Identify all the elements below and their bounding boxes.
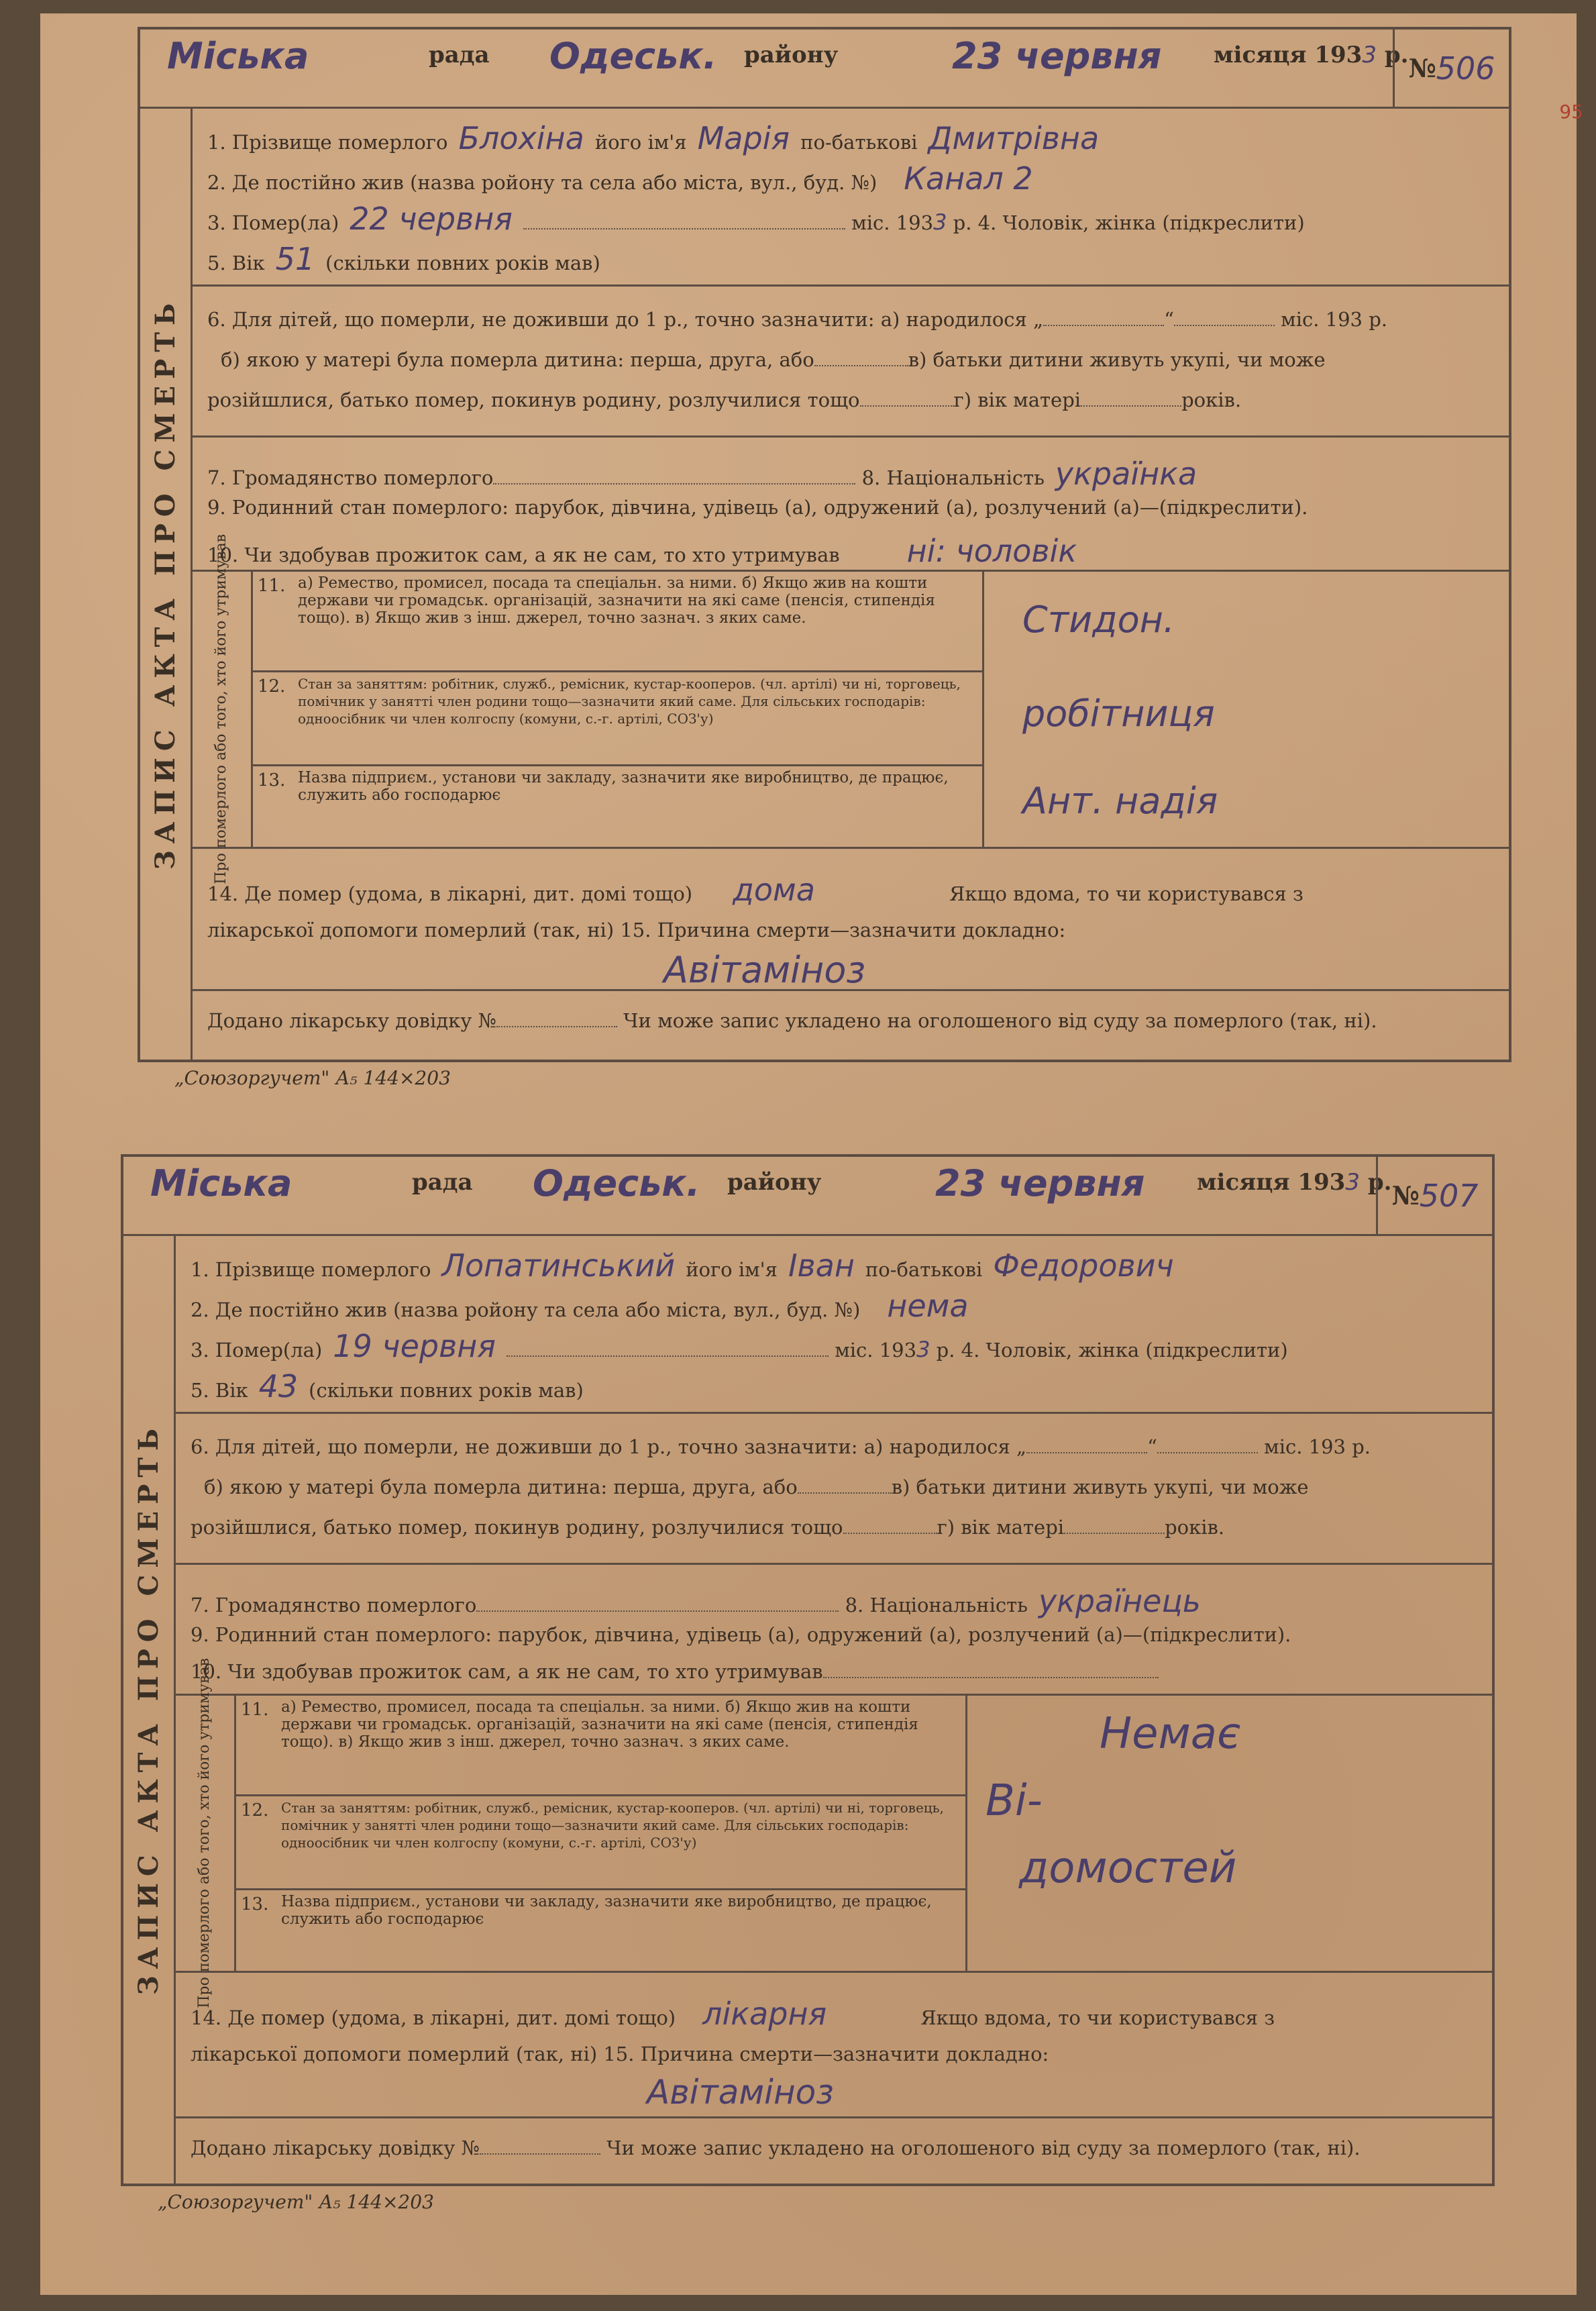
- form-1-footer: „Союзоргучет" А₅ 144×203: [174, 1067, 451, 1089]
- occupation-vertical-label: Про померлого або того, хто його утримував: [174, 1696, 236, 1971]
- form-header: [140, 30, 1509, 109]
- line-1-name: 1. Прізвище померлого Лопатинський його ім'я Іван по-батькові Федорович: [191, 1247, 1174, 1284]
- answer-11: Немає: [1100, 1709, 1241, 1759]
- death-record-form-1: [138, 27, 1511, 1062]
- rada-label: рада: [429, 42, 490, 68]
- row-11: 11. а) Ремество, промисел, посада та спеціальн. за ними. б) Якщо жив на кошти держави чи громадськ. організацій, зазначити на які саме (пенсія, стипендія тощо). в) Якщо жив з інш. джерел, точно зазнач. з яких саме.: [234, 1696, 965, 1796]
- line-6c: розійшлися, батько помер, покинув родину, розлучилися тощо г) вік матері років.: [207, 389, 1242, 411]
- line-3-death-date: 3. Помер(ла) 22 червня міс. 1933 р. 4. Чоловік, жінка (підкреслити): [207, 201, 1305, 237]
- line-14-place: 14. Де помер (удома, в лікарні, дит. домі тощо) лікарня Якщо вдома, то чи користувався з: [191, 1996, 1275, 2032]
- month-label: місяця 1933 р.: [1197, 1169, 1392, 1196]
- line-6a: 6. Для дітей, що померли, не доживши до 1 р., точно зазначити: а) народилося „ “ міс. 193 р.: [207, 308, 1388, 331]
- line-2-address: 2. Де постійно жив (назва ройону та села або міста, вул., буд. №) Канал 2: [207, 160, 1033, 197]
- cause-handwritten-line: Авітаміноз: [647, 2073, 834, 2112]
- row-12: 12. Стан за заняттям: робітник, служб., ремісник, кустар-кооперов. (чл. артілі) чи ні, торговець, помічник у занятті член родини тощо—зазначити який саме. Для сільських господарів: одноосібник чи член колгоспу (комуни, с.-г. артілі, СОЗ'у): [234, 1796, 965, 1890]
- record-number-box: № 507: [1376, 1157, 1492, 1234]
- death-record-form-2: [121, 1154, 1495, 2186]
- line-14-place: 14. Де помер (удома, в лікарні, дит. домі тощо) дома Якщо вдома, то чи користувався з: [207, 872, 1304, 908]
- line-5-age: 5. Вік 51 (скільки повних років мав): [207, 241, 600, 277]
- line-3-death-date: 3. Помер(ла) 19 червня міс. 1933 р. 4. Чоловік, жінка (підкреслити): [191, 1328, 1288, 1364]
- side-title: ЗАПИС АКТА ПРО СМЕРТЬ: [140, 107, 193, 1060]
- line-6a: 6. Для дітей, що померли, не доживши до 1 р., точно зазначити: а) народилося „ “ міс. 193 р.: [191, 1435, 1371, 1458]
- raionu-label: району: [727, 1169, 822, 1196]
- answer-12: робітниця: [1022, 692, 1215, 735]
- form-2-footer: „Союзоргучет" А₅ 144×203: [158, 2191, 434, 2213]
- line-5-age: 5. Вік 43 (скільки повних років мав): [191, 1368, 584, 1404]
- month-label: місяця 1933 р.: [1214, 42, 1409, 68]
- cause-handwritten-line: Авітаміноз: [663, 949, 866, 991]
- row-12: 12. Стан за заняттям: робітник, служб., ремісник, кустар-кооперов. (чл. артілі) чи ні, торговець, помічник у занятті член родини тощо—зазначити який саме. Для сільських господарів: одноосібник чи член колгоспу (комуни, с.-г. артілі, СОЗ'у): [251, 672, 982, 766]
- district-handwritten: Одеськ.: [549, 35, 717, 77]
- line-10-support: 10. Чи здобував прожиток сам, а як не сам, то хто утримував ні: чоловік: [207, 533, 1077, 569]
- answer-13: домостей: [1019, 1843, 1237, 1893]
- line-10-support: 10. Чи здобував прожиток сам, а як не сам, то хто утримував: [191, 1660, 1479, 1683]
- form-header: [123, 1157, 1492, 1236]
- line-6b: б) якою у матері була померла дитина: перша, друга, або в) батьки дитини живуть укупі, чи може: [204, 1476, 1309, 1498]
- row-11: 11. а) Ремество, промисел, посада та спеціальн. за ними. б) Якщо жив на кошти держави чи громадськ. організацій, зазначити на які саме (пенсія, стипендія тощо). в) Якщо жив з інш. джерел, точно зазнач. з яких саме.: [251, 572, 982, 672]
- answer-13: Ант. надія: [1022, 780, 1218, 822]
- occupation-answers: [965, 1694, 1492, 1973]
- row-13: 13. Назва підприєм., установи чи закладу, зазначити яке виробництво, де працює, служить або господарює: [258, 769, 949, 804]
- margin-page-number: 95: [1559, 101, 1583, 123]
- line-1-name: 1. Прізвище померлого Блохіна його ім'я Марія по-батькові Дмитрівна: [207, 120, 1100, 156]
- line-16-certificate: Додано лікарську довідку № Чи може запис укладено на оголошеного від суду за померлого (так, ні).: [191, 2137, 1361, 2159]
- rada-label: рада: [412, 1169, 473, 1196]
- date-handwritten: 23 червня: [935, 1162, 1145, 1204]
- line-9-marital: 9. Родинний стан померлого: парубок, дівчина, удівець (а), одружений (а), розлучений (а)—(підкреслити).: [207, 496, 1308, 519]
- occupation-answers: [982, 570, 1509, 849]
- occupation-vertical-label: Про померлого або того, хто його утримував: [191, 572, 253, 847]
- row-13: 13. Назва підприєм., установи чи закладу, зазначити яке виробництво, де працює, служить або господарює: [241, 1893, 932, 1928]
- council-handwritten: Міська: [167, 35, 309, 77]
- record-number-box: № 506: [1393, 30, 1509, 107]
- line-9-marital: 9. Родинний стан померлого: парубок, дівчина, удівець (а), одружений (а), розлучений (а)—(підкреслити).: [191, 1623, 1291, 1646]
- line-7-citizenship: 7. Громадянство померлого 8. Національність українка: [207, 456, 1198, 492]
- district-handwritten: Одеськ.: [533, 1162, 700, 1204]
- line-15-cause: лікарської допомоги померлий (так, ні) 15. Причина смерти—зазначити докладно:: [191, 2043, 1049, 2065]
- line-15-cause: лікарської допомоги померлий (так, ні) 15. Причина смерти—зазначити докладно:: [207, 919, 1066, 941]
- line-2-address: 2. Де постійно жив (назва ройону та села або міста, вул., буд. №) нема: [191, 1288, 969, 1324]
- archive-sheet: [40, 13, 1583, 2295]
- line-6b: б) якою у матері була померла дитина: перша, друга, або в) батьки дитини живуть укупі, чи може: [221, 348, 1326, 371]
- side-title: ЗАПИС АКТА ПРО СМЕРТЬ: [123, 1234, 176, 2184]
- line-6c: розійшлися, батько помер, покинув родину, розлучилися тощо г) вік матері років.: [191, 1516, 1225, 1539]
- line-16-certificate: Додано лікарську довідку № Чи може запис укладено на оголошеного від суду за померлого (так, ні).: [207, 1009, 1377, 1032]
- council-handwritten: Міська: [150, 1162, 292, 1204]
- raionu-label: району: [744, 42, 839, 68]
- date-handwritten: 23 червня: [952, 35, 1162, 77]
- answer-11: Стидон.: [1022, 599, 1175, 641]
- answer-12: Ві-: [986, 1776, 1043, 1826]
- line-7-citizenship: 7. Громадянство померлого 8. Національність українець: [191, 1583, 1201, 1619]
